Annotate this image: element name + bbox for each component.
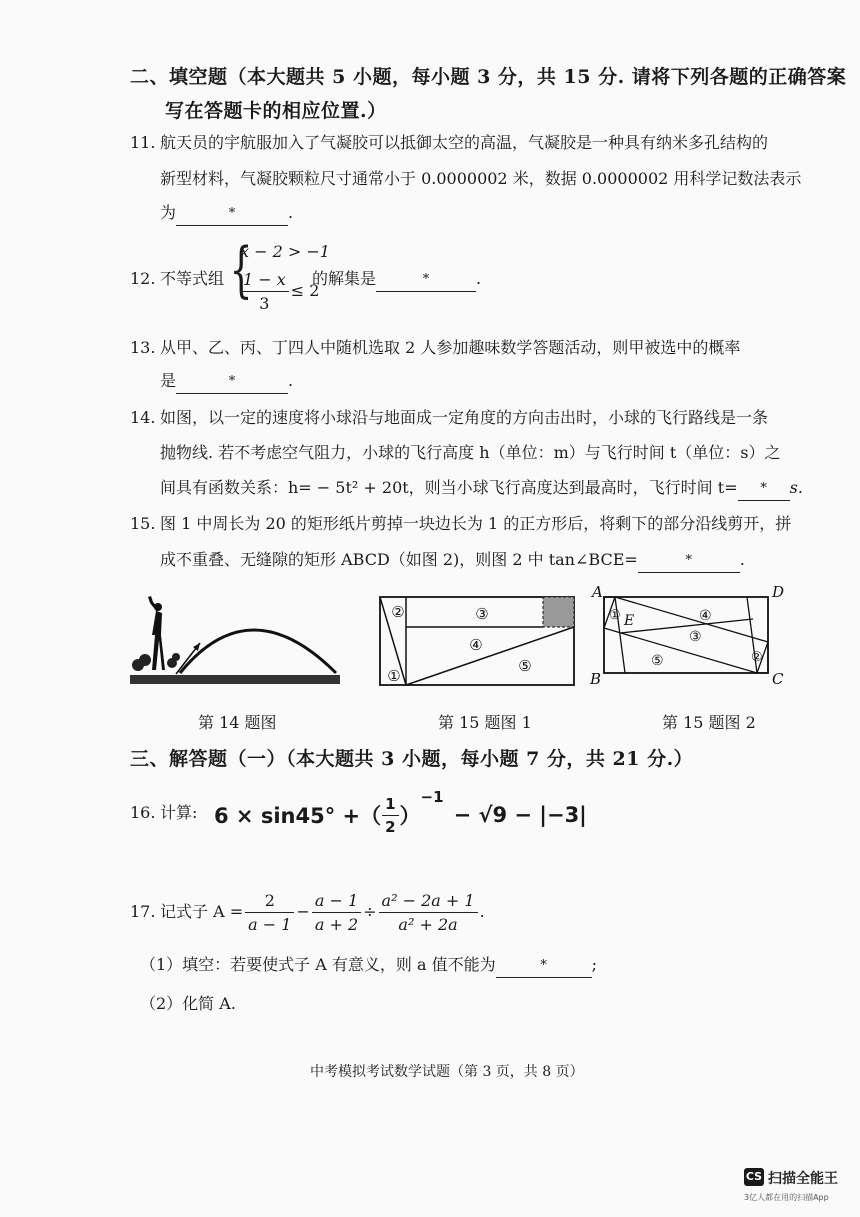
q11-line3: 为 * . <box>160 205 293 226</box>
caption-fig15-1: 第 15 题图 1 <box>438 713 532 732</box>
fig2-label-4: ④ <box>699 608 712 624</box>
caption-fig14: 第 14 题图 <box>198 713 277 732</box>
q16-prefix: 计算: <box>160 803 198 822</box>
fig2-label-C: C <box>772 670 784 688</box>
figure-14 <box>128 595 343 690</box>
q14-line3: 间具有函数关系：h= − 5t² + 20t，则当小球飞行高度达到最高时，飞行时间 t= * s. <box>160 480 803 501</box>
fig1-label-5: ⑤ <box>518 657 532 675</box>
q12-ineq2: $\frac{1 - x}{3}$ ≤ 2 <box>238 270 319 313</box>
fig2-label-2: ② <box>751 650 763 665</box>
q17-part2: （2）化简 A. <box>140 994 236 1013</box>
q17-number: 17. <box>130 902 156 921</box>
fig2-label-A: A <box>592 583 603 601</box>
fig2-label-1: ① <box>609 608 621 623</box>
fig1-label-4: ④ <box>469 636 483 654</box>
q15-line1: 图 1 中周长为 20 的矩形纸片剪掉一块边长为 1 的正方形后，将剩下的部分沿线剪开，拼 <box>160 514 792 533</box>
q15-number: 15. <box>130 514 156 533</box>
section2-heading-line2: 写在答题卡的相应位置.） <box>165 100 387 122</box>
q12-prefix: 不等式组 <box>160 269 225 288</box>
scanner-tagline: 3亿人都在用的扫描App <box>744 1193 829 1202</box>
figure-15-2 <box>586 583 786 693</box>
q11-prefix: 为 <box>160 203 177 222</box>
scanner-name: 扫描全能王 <box>768 1171 838 1187</box>
q14-line1: 如图，以一定的速度将小球沿与地面成一定角度的方向击出时，小球的飞行路线是一条 <box>160 408 769 427</box>
page-footer: 中考模拟考试数学试题（第 3 页，共 8 页） <box>310 1064 584 1080</box>
q16-expression: 6 × sin45° +（ $\frac{1}{2}$ ） −1 − √9 − |−3| <box>214 788 587 836</box>
q12-brace: { <box>229 235 253 305</box>
fig2-label-E: E <box>624 613 635 629</box>
fig2-label-3: ③ <box>689 629 702 645</box>
q13-number: 13. <box>130 338 156 357</box>
ground <box>130 675 340 684</box>
q12-answer-line: 的解集是 * . <box>312 271 481 292</box>
fig2-label-B: B <box>590 670 602 688</box>
q13-answer-blank: * <box>176 375 288 394</box>
fig1-label-2: ② <box>391 603 405 621</box>
q14-answer-blank: * <box>738 482 790 501</box>
section2-heading-line1: 二、填空题（本大题共 5 小题，每小题 3 分，共 15 分. 请将下列各题的正确答案 <box>130 66 847 88</box>
q14-line2: 抛物线. 若不考虑空气阻力，小球的飞行高度 h（单位：m）与飞行时间 t（单位：s）之 <box>160 443 781 462</box>
q13-line2: 是 * . <box>160 373 293 394</box>
fig1-label-1: ① <box>387 667 401 685</box>
q12-ineq1: x − 2 > −1 <box>240 242 330 261</box>
fig1-label-3: ③ <box>475 605 489 623</box>
q17-answer-blank: * <box>496 959 592 978</box>
q16-number: 16. <box>130 803 156 822</box>
section3-heading: 三、解答题（一）（本大题共 3 小题，每小题 7 分，共 21 分.） <box>130 748 694 770</box>
q17-part1: （1）填空：若要使式子 A 有意义，则 a 值不能为 * ; <box>140 957 597 978</box>
fig2-label-D: D <box>772 583 785 601</box>
q11-number: 11. <box>130 133 156 152</box>
q15-answer-blank: * <box>638 554 740 573</box>
q17-expression: 记式子 A = $\frac{2}{a - 1}$ − $\frac{a - 1}{a + 2}$ ÷ $\frac{\text{a² − 2a + 1}}{\text{a² + 2a}}$ . <box>160 890 485 934</box>
q11-answer-blank: * <box>176 207 288 226</box>
flight-parabola <box>180 630 336 673</box>
caption-fig15-2: 第 15 题图 2 <box>662 713 756 732</box>
q13-line1: 从甲、乙、丙、丁四人中随机选取 2 人参加趣味数学答题活动，则甲被选中的概率 <box>160 338 741 357</box>
q15-line2: 成不重叠、无缝隙的矩形 ABCD（如图 2)，则图 2 中 tan∠BCE= * . <box>160 552 745 573</box>
q11-line1: 航天员的宇航服加入了气凝胶可以抵御太空的高温，气凝胶是一种具有纳米多孔结构的 <box>160 133 769 152</box>
fig2-label-5: ⑤ <box>651 653 664 669</box>
q14-number: 14. <box>130 408 156 427</box>
q11-line2: 新型材料，气凝胶颗粒尺寸通常小于 0.0000002 米，数据 0.0000002 用科学记数法表示 <box>160 169 802 188</box>
q12-answer-blank: * <box>376 273 476 292</box>
removed-square <box>543 597 574 627</box>
q12-number: 12. <box>130 269 156 288</box>
figure-15-1 <box>378 595 578 690</box>
scanner-logo-icon: CS <box>744 1168 764 1186</box>
